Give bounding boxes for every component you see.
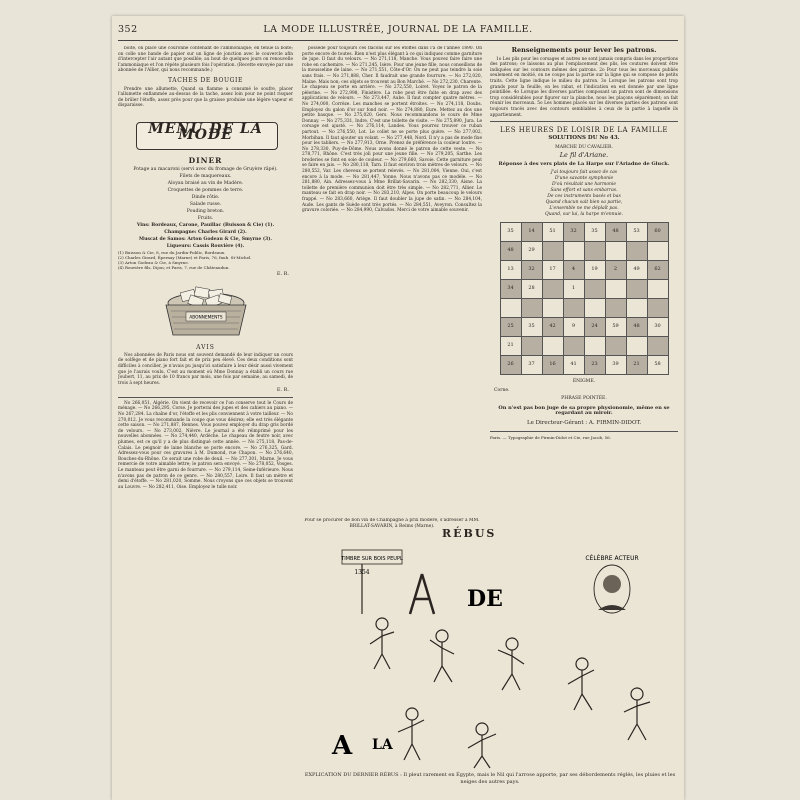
phrase-label: PHRASE POINTÉE. <box>561 396 607 402</box>
grid-cell <box>584 242 605 261</box>
grid-cell <box>626 299 647 318</box>
intro-text: boîte, on place une couronne contenant de l'ammoniaque; en tenue la boîte; on colle une bande de papier sur un ligne de jonction avec le couvercle afin d'intercepter l'air autant que possible; au bout de quelques jours on renouvelle l'ammoniaque et l'on répète plusieurs fois l'opération. (Recette envoyée par une abonnée de l'Allier, qui nous recommande.) <box>118 46 293 74</box>
menu-item: Pouding breton. <box>186 208 225 214</box>
grid-cell <box>563 337 584 356</box>
grid-cell: 35 <box>521 318 542 337</box>
grid-cell <box>521 337 542 356</box>
grid-cell: 49 <box>626 261 647 280</box>
grid-cell: 2 <box>605 261 626 280</box>
grid-cell: 48 <box>605 223 626 242</box>
knight-tour-grid <box>500 222 669 375</box>
rebus-title: RÉBUS <box>442 527 497 540</box>
grid-cell <box>605 299 626 318</box>
right-column <box>490 46 678 514</box>
grid-row <box>500 356 668 375</box>
grid-cell <box>521 299 542 318</box>
grid-cell: 60 <box>647 223 668 242</box>
divider <box>118 397 293 398</box>
menu-item: Dinde rôtie. <box>191 194 220 200</box>
grid-cell: 30 <box>647 318 668 337</box>
champagne-ad: Pour se procurer de bon vin de Champagne à prix modéré, s'adresser à MM. BRILLAT-SAVARIN, à Reims (Marne). <box>304 518 480 529</box>
journal-title: LA MODE ILLUSTRÉE, JOURNAL DE LA FAMILLE. <box>263 24 533 35</box>
avis-text: Nos abonnées de Paris nous ont souvent demandé de leur indiquer un cours de solfège et de piano fort fait et de prix peu élevé. Ces deux conditions sont difficiles à concilier, je n'avais pu jusqu'ici satisfaire à leur désir aussi vivement que je l'aurais voulu. C'est au moment où Mme Donnay a établi un cours rue Joubert, 11, au prix de 10 francs par mois, une fois par semaine, au samedi, de trois à sept heures. <box>118 352 293 386</box>
grid-cell: 23 <box>584 356 605 375</box>
rebus-letter-a: A <box>332 731 353 761</box>
diner-title: DINER <box>188 155 223 165</box>
page-number: 352 <box>118 24 138 35</box>
grid-cell <box>647 299 668 318</box>
rebus-letters-de: DE <box>467 586 503 612</box>
menu-list <box>118 166 293 250</box>
grid-cell <box>542 280 563 299</box>
grid-cell: 19 <box>584 261 605 280</box>
grid-cell: 32 <box>521 261 542 280</box>
enigme-label: ÉNIGME. <box>572 379 596 385</box>
signature: E. R. <box>276 387 289 394</box>
fil-ariane: Le fil d'Ariane. <box>559 150 609 159</box>
grid-cell: 29 <box>521 242 542 261</box>
menu-item: Croquettes de pommes de terre. <box>167 187 244 193</box>
menu-logo-text: MENU DE LA MODE <box>148 120 263 143</box>
enigme-answer: Corne. <box>494 387 510 393</box>
correspondence-text: No 266,051, Algérie. On vient de recevoir ce l'on conserve tout le Cours de ménage. — No 266,295, Corse. Je porterai des jupes et des cahiers au piano. — No 267,284. La chaîne d'or, l'étoffe et les plis conviennent à votre tailleur. — No 270,012. Je vous recommande la coupe que vous désirez; elle est très élégante cette saison. — No 271,887, Rennes. Vous pouvez employer du drap gris bordé de velours. — No 273,002, Nièvre. Le journal a été réimprimé pour les nouvelles abonnées. — No 274,440, Ardèche. Le chapeau de feutre noir, avec plumes, est ce qu'il y a de plus distingué cette année. — No 275,118, Pas-de-Calais. Le peignoir de laine blanche se porte encore. — No 276,325, Gard. Adressez-vous pour ces gravures à M. Dumond, rue Chapon. — No 276,640, Bouches-du-Rhône. Ce serait une robe de deuil. — No 277,301, Marne. Je vous remercie de votre aimable lettre; le patron sera envoyé. — No 278,052, Vosges. Le manteau peut être garni de fourrure. — No 279,114, Seine-Inférieure. Nous n'avons pas de patron de ce genre. — No 280,557, Loire. Il faut un mètre et demi d'étoffe. — No 281,020, Somme. Nous croyons que ces objets se trouvent au Louvre. — No 282,411, Oise. Employez le tulle noir. <box>118 400 293 490</box>
footnote: (1) Buisson & Cie, 8, rue du Jardin-Public, Bordeaux. <box>118 249 226 255</box>
page-header <box>118 24 678 38</box>
grid-cell <box>542 242 563 261</box>
grid-cell <box>563 242 584 261</box>
wine-item: Liqueurs: Cassis Rouvière (4). <box>166 243 245 249</box>
middle-column <box>302 46 482 516</box>
reponse-line: Réponse à des vers plats de La Harpe sur l'Ariadne de Gluck. <box>498 160 670 167</box>
menu-item: Filets de maquereaux. <box>179 173 232 179</box>
grid-cell <box>605 337 626 356</box>
grid-cell <box>626 337 647 356</box>
grid-cell: 4 <box>563 261 584 280</box>
grid-cell: 58 <box>647 356 668 375</box>
grid-cell <box>563 299 584 318</box>
grid-cell: 25 <box>500 318 521 337</box>
renseignements-text: 1o Les plis pour les corsages et autres ne sont jamais compris dans les proportions des patrons; ce laissons au plus l'emplacement des plis, les coutures doivent être indiquées sur les contours mêmes des patrons. 2o Pour tous les morceaux publiés seulement en moitié, on ne coupe pas la partie sur la ligne qui se compose de petits traits. Cette ligne indique le milieu du patron. 3o Lorsque les patrons sont trop grands pour la feuille, on les rabat, et l'indication en est donnée par une ligne pointillée. 4o Lorsque les diverses parties composant un patron sont de dimensions trop considérables pour figurer sur la planche, nous les plaçons séparément; on fait réunir les morceaux. 5o Les hommes placés sur les diverses parties des patrons sont toujours tracés avec des contours semblables à ceux de la partie à laquelle ils appartiennent. <box>490 56 678 118</box>
grid-cell: 62 <box>647 261 668 280</box>
avis-title: AVIS <box>196 344 215 352</box>
grid-cell <box>626 280 647 299</box>
poem-line: L'ensemble ne me déplaît pas. <box>549 206 619 212</box>
wine-item: Champagne: Charles Girard (2). <box>164 229 247 235</box>
phrase-answer: On n'est pas bon juge de sa propre physionomie, même en se regardant au miroir. <box>498 404 670 417</box>
correspondence-text: possède pour toujours ces flacons sur les étoffes dans l'a de l'année 1890. On porte encore de toutes. Rien n'est plus élégant à ce qui indiquez comme garniture de jupe. Il faut du velours. — No 271,118, Manche. Vous pouvez faire faire une robe en cachemire. — No 271,245, Isère. Pour une jeune fille, nous conseillons de la mousseline de laine. — No 271,551, Côte-d'Or. On ne peut pas teindre la soie sans frais. — No 271,888, Cher. Il faudrait une grande fourrure. — No 272,020, Maine. Mais non; ces objets se trouvent au Bon Marché. — No 272,230, Charente. Le chapeau se porte en arrière. — No 272,550, Loiret. Voyez le patron de la pèlerine. — No 272,998, Finistère. La robe peut être faite en drap avec des applications de velours. — No 273,447, Aube. Il faut compter quatre mètres. — No 274,000, Corrèze. Les manches se portent étroites. — No 274,118, Doubs. Employez du galon d'or sur fond noir. — No 274,880, Eure. Mettez au dos une petite basque. — No 275,020, Gers. Nous recommandons le cours de Mme Donnay. — No 275,331, Indre. C'est une toilette de visite. — No 275,890, Jura. Le corsage est ajusté. — No 276,114, Landes. Vous pourrez trouver ce ruban partout. — No 276,550, Lot. Le collet ne se porte plus guère. — No 277,002, Morbihan. Il faut ajouter un volant. — No 277,448, Nord. Il n'y a pas de mode fixe pour les tabliers. — No 277,913, Orne. Prenez de préférence la couleur loutre. — No 278,330, Puy-de-Dôme. Nous avons donné le patron de cette veste. — No 278,771, Rhône. C'est très joli pour une jeune fille. — No 279,205, Sarthe. Les broderies se font en soie de couleur. — No 279,660, Savoie. Cette garniture peut se faire en jais. — No 280,118, Tarn. Il faut environ trois mètres de velours. — No 280,552, Var. Les cheveux se portent relevés. — No 281,004, Vienne. Oui, c'est encore à la mode. — No 281,447, Yonne. Nous n'avons pas ce modèle. — No 281,880, Ain. Adressez-vous à Mme Brillat-Savarin. — No 282,330, Aisne. La toilette de première communion doit être très simple. — No 282,771, Allier. Le manteau se fait en drap noir. — No 283,210, Alpes. On porte beaucoup le velours frappé. — No 283,660, Ariège. Il faut doubler la jupe de satin. — No 284,104, Aude. Les gants de Suède sont très portés. — No 284,551, Aveyron. Consultez la gravure coloriée. — No 284,990, Calvados. Merci de votre aimable souvenir. <box>302 46 482 214</box>
grid-cell: 37 <box>521 356 542 375</box>
marche-title: MARCHE DU CAVALIER. <box>555 145 613 151</box>
poem-line: Quand, sur lui, la harpe m'ennuie. <box>545 212 623 218</box>
footnote: (3) Arton Godeau & Cie, à Smyrne. <box>118 259 190 265</box>
grid-cell <box>647 280 668 299</box>
grid-cell <box>605 280 626 299</box>
poem-line: D'où résultait une harmonie <box>551 182 617 188</box>
grid-cell: 32 <box>563 223 584 242</box>
grid-row <box>500 299 668 318</box>
grid-cell: 48 <box>626 318 647 337</box>
grid-row <box>500 223 668 242</box>
rebus-explanation: EXPLICATION DU DERNIER RÉBUS : Il pleut rarement en Égypte, mais le Nil qui l'arrose apporte, par ses débordements réglés, les pluies et les neiges des autres pays. <box>304 772 676 785</box>
grid-cell <box>584 337 605 356</box>
grid-cell <box>647 242 668 261</box>
grid-cell: 26 <box>500 356 521 375</box>
grid-cell: 14 <box>521 223 542 242</box>
grid-row <box>500 337 668 356</box>
grid-cell: 53 <box>626 223 647 242</box>
grid-cell: 34 <box>500 280 521 299</box>
loisir-title: LES HEURES DE LOISIR DE LA FAMILLE <box>500 126 668 135</box>
poem-line: Quand chacun sait bien sa partie, <box>545 200 623 206</box>
grid-cell: 17 <box>542 261 563 280</box>
menu-item: Salade russe. <box>189 201 222 207</box>
grid-row <box>500 318 668 337</box>
tray-label: ABONNEMENTS <box>188 315 223 321</box>
grid-cell: 16 <box>542 356 563 375</box>
taches-title: TACHES DE BOUGIE <box>168 76 243 84</box>
header-rule <box>118 40 678 41</box>
subscription-tray-illustration <box>151 283 261 343</box>
grid-cell: 35 <box>584 223 605 242</box>
grid-cell <box>605 242 626 261</box>
footnote: (4) Rouvière fils, Dijon; et Paris, 7, rue de Châteaudun. <box>118 264 230 270</box>
rebus-sign-text: TIMBRE SUR BOIS PEUPL <box>341 556 403 562</box>
rebus-year: 1354 <box>354 569 370 576</box>
signature: E. R. <box>276 270 289 277</box>
menu-item: Fruits. <box>197 215 214 221</box>
printer-line: Paris. — Typographie de Firmin-Didot et Cie, rue Jacob, 56. <box>490 434 611 440</box>
poem-line: Sans effort et sans embarras. <box>550 188 618 194</box>
grid-cell: 9 <box>563 318 584 337</box>
menu-item: Potage au macaroni (servi avec du fromage de Gruyère râpé). <box>133 166 278 172</box>
rebus-illustration <box>302 544 678 770</box>
grid-cell <box>542 299 563 318</box>
menu-item: Aloyau braisé au vin de Madère. <box>167 180 244 186</box>
rebus-letters-la: LA <box>372 737 393 753</box>
grid-row <box>500 280 668 299</box>
grid-cell <box>584 299 605 318</box>
poem-line: De ces instruments basés et bas <box>547 194 621 200</box>
magazine-page <box>112 16 684 800</box>
renseignements-title: Renseignements pour lever les patrons. <box>511 46 657 54</box>
grid-cell <box>542 337 563 356</box>
grid-cell: 48 <box>500 242 521 261</box>
grid-cell <box>584 280 605 299</box>
grid-cell: 28 <box>521 280 542 299</box>
grid-row <box>500 242 668 261</box>
grid-cell: 1 <box>563 280 584 299</box>
poem-line: D'une savante symphonie <box>554 176 614 182</box>
poem-line: J'ai toujours fait assez de cas <box>550 170 618 176</box>
grid-cell: 51 <box>542 223 563 242</box>
grid-cell <box>500 299 521 318</box>
grid-cell: 13 <box>500 261 521 280</box>
divider <box>490 431 678 432</box>
taches-text: Prendre une allumette, Quand sa flamme a consumé le soufre, placer l'allumette enflammée au-dessus de la tache, assez loin pour ne point risquer de brûler l'étoffe, assez près pour que la graisse produise une légère vapeur et disparaisse. <box>118 86 293 109</box>
grid-cell: 35 <box>500 223 521 242</box>
menu-logo <box>136 114 276 154</box>
grid-cell: 41 <box>563 356 584 375</box>
grid-cell: 59 <box>605 318 626 337</box>
grid-cell <box>647 337 668 356</box>
footnote: (2) Charles Girard, Épernay (Marne) et Paris, 76, faub. St-Michel. <box>118 254 252 260</box>
left-column <box>118 46 293 798</box>
grid-cell: 42 <box>542 318 563 337</box>
directeur-line: Le Directeur-Gérant : A. FIRMIN-DIDOT. <box>526 420 642 427</box>
footnotes <box>118 250 293 270</box>
solutions-title: SOLUTIONS DU No 43. <box>548 134 620 141</box>
poem <box>490 170 678 218</box>
wine-item: Muscat de Samos: Arton Godeau & Cie, Smyrne (3). <box>138 236 273 242</box>
grid-cell: 21 <box>626 356 647 375</box>
divider <box>490 121 678 122</box>
grid-cell: 21 <box>500 337 521 356</box>
grid-row <box>500 261 668 280</box>
grid-cell: 39 <box>605 356 626 375</box>
rebus-actor-caption: CÉLÈBRE ACTEUR <box>585 555 639 562</box>
grid-cell <box>626 242 647 261</box>
grid-cell: 24 <box>584 318 605 337</box>
wine-item: Vins: Bordeaux, Carone, Pauillac (Buisson & Cie) (1). <box>136 222 275 228</box>
